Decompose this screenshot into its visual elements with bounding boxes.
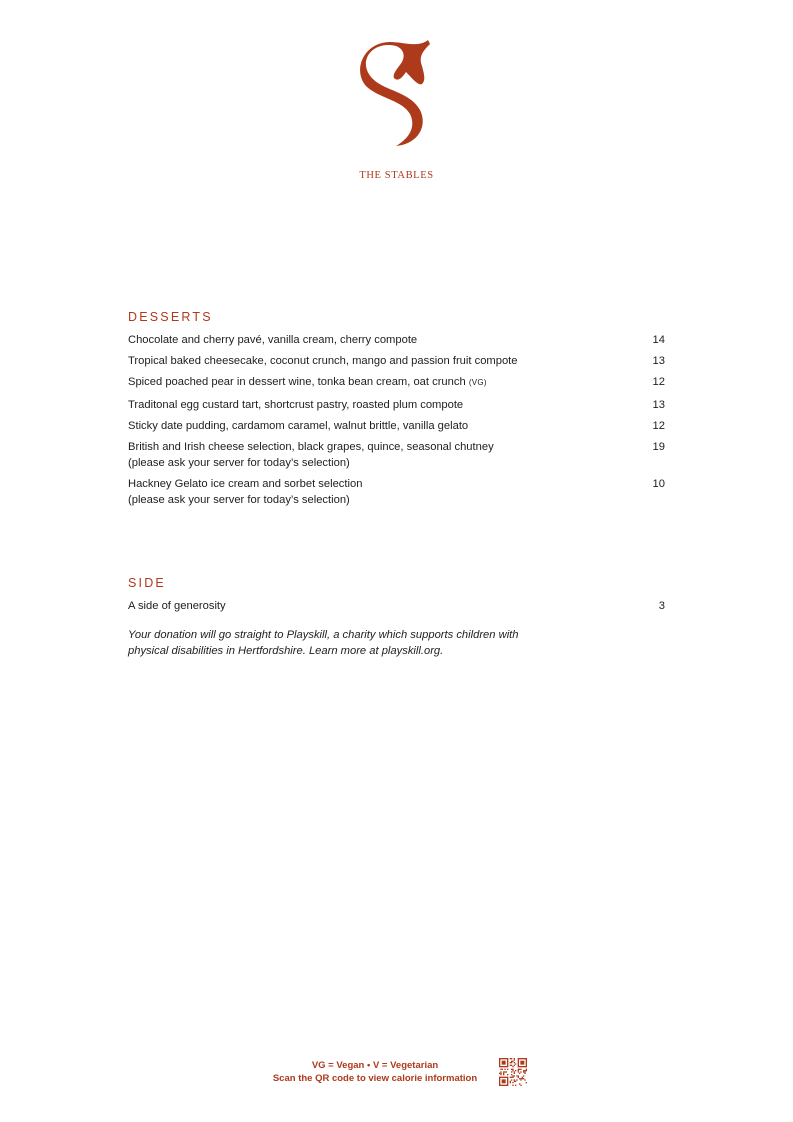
menu-item-price: 13 [652,355,665,368]
menu-item-description [128,397,463,413]
menu-item-price: 19 [652,440,665,453]
diet-legend: VG = Vegan • V = Vegetarian [311,1060,439,1071]
horse-s-logo-icon [352,34,442,152]
charity-note: Your donation will go straight to Playskill, a charity which supports children with physical disabilities in Hertfordshire. Learn more at playskill.org. [128,629,519,657]
menu-item [128,332,665,348]
menu-item-description [128,598,226,614]
menu-item-price: 10 [652,478,665,491]
menu-item-name: Sticky date pudding, cardamom caramel, walnut brittle, vanilla gelato [128,419,469,432]
menu-item-price: 13 [652,398,665,411]
brand-name: THE STABLES [359,170,434,181]
menu-item-subtext: (please ask your server for today’s selection) [128,456,350,469]
footer [250,1059,500,1085]
menu-item-price: 3 [658,600,665,612]
menu-item-description [128,418,468,434]
side-list [128,598,665,614]
menu-item-name: Spiced poached pear in dessert wine, tonka bean cream, oat crunch [128,376,466,389]
menu-item-subtext: (please ask your server for today’s selection) [128,494,350,507]
menu-item-price: 12 [652,376,665,389]
menu-item-price: 14 [652,334,665,346]
menu-item-name: Tropical baked cheesecake, coconut crunch, mango and passion fruit compote [128,355,518,368]
section-title-side: SIDE [128,576,166,590]
menu-item-description [128,374,487,391]
qr-code-icon[interactable] [499,1058,527,1086]
menu-item-name: Chocolate and cherry pavé, vanilla cream, cherry compote [128,334,418,346]
side-section [128,575,665,659]
menu-item-description [128,353,518,369]
menu-item [128,418,665,434]
desserts-section [128,309,665,513]
menu-item [128,598,665,614]
menu-item-name: British and Irish cheese selection, black grapes, quince, seasonal chutney [128,440,494,453]
menu-item [128,353,665,369]
menu-item [128,374,665,391]
menu-item-name: A side of generosity [128,600,226,612]
menu-item [128,439,665,471]
diet-tag: (VG) [468,378,487,388]
menu-item [128,397,665,413]
menu-item-description [128,439,494,471]
menu-item-name: Traditonal egg custard tart, shortcrust pastry, roasted plum compote [128,398,464,411]
menu-item [128,476,665,508]
qr-caption: Scan the QR code to view calorie information [272,1073,478,1084]
desserts-list [128,332,665,508]
menu-item-name: Hackney Gelato ice cream and sorbet selection [128,478,363,491]
menu-item-price: 12 [652,419,665,432]
section-title-desserts: DESSERTS [128,310,213,324]
menu-item-description [128,332,417,348]
menu-item-description [128,476,362,508]
